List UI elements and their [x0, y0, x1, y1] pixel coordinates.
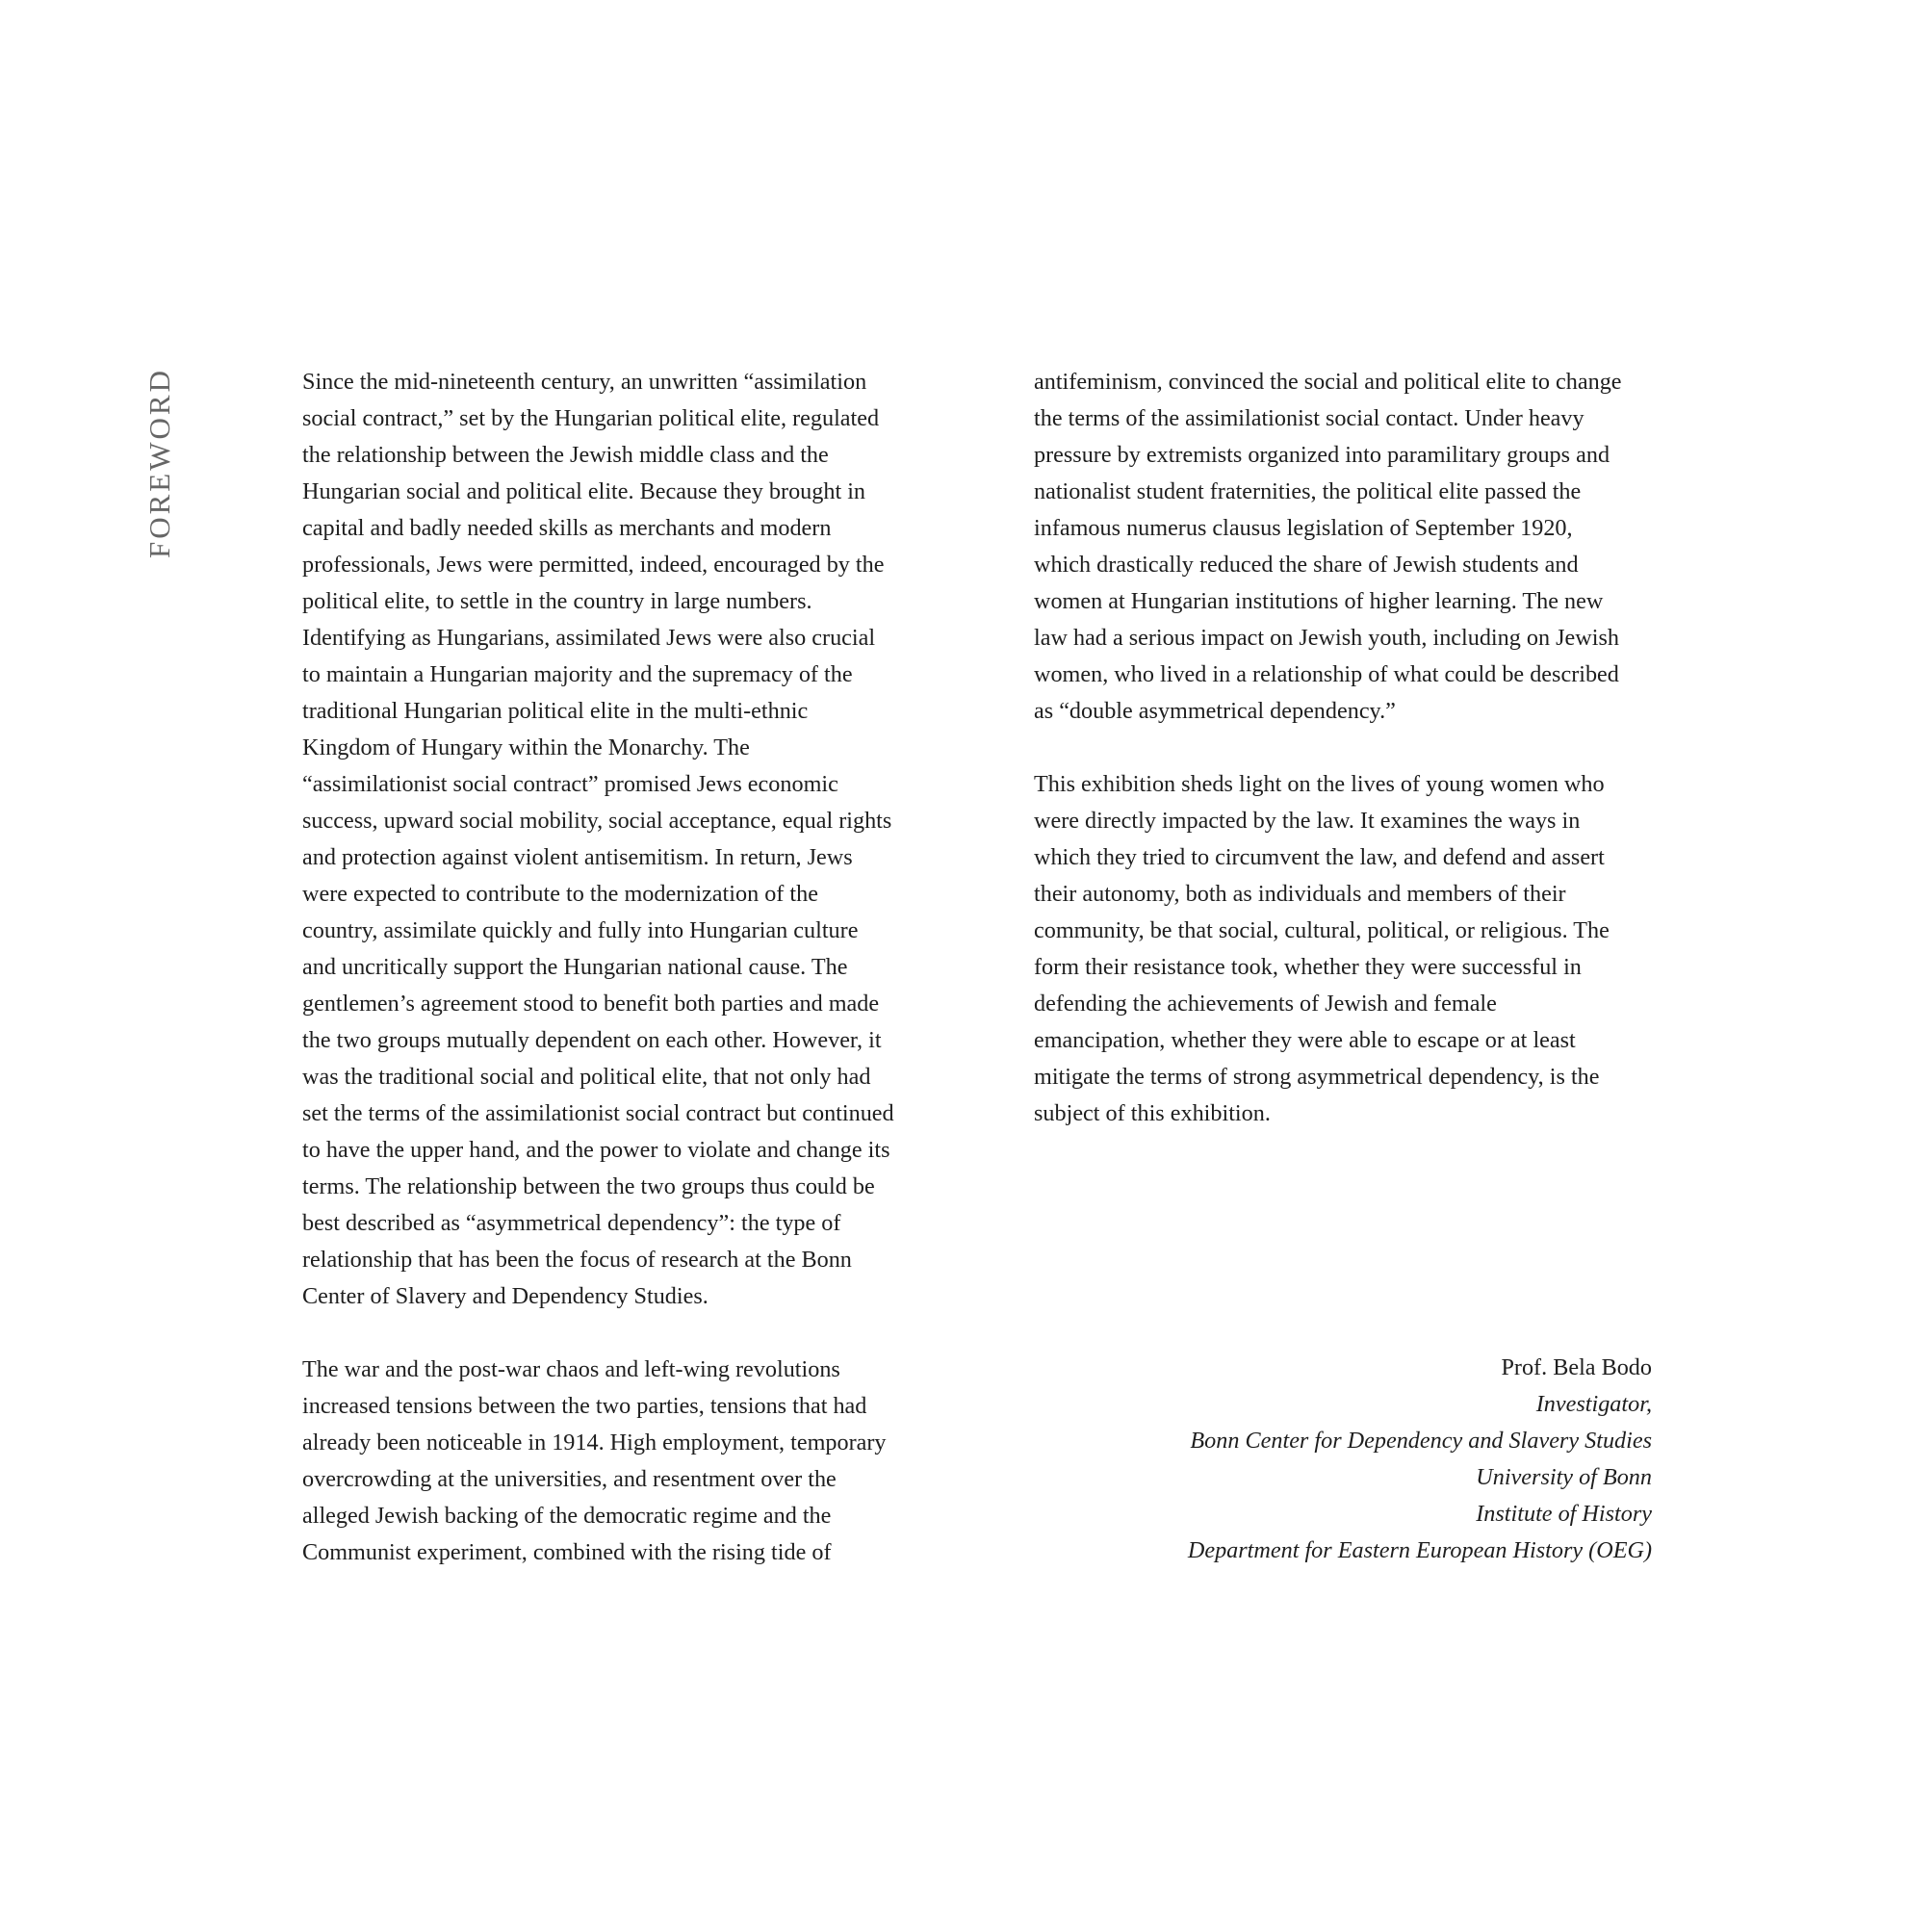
signature-university: University of Bonn — [1476, 1464, 1652, 1490]
text-line: country, assimilate quickly and fully into Hungarian culture — [302, 917, 859, 943]
text-line: mitigate the terms of strong asymmetrical dependency, is the — [1034, 1064, 1600, 1090]
text-line: subject of this exhibition. — [1034, 1100, 1271, 1126]
text-line: form their resistance took, whether they were successful in — [1034, 954, 1582, 980]
text-line: the terms of the assimilationist social contact. Under heavy — [1034, 405, 1584, 431]
text-line: professionals, Jews were permitted, indeed, encouraged by the — [302, 552, 885, 578]
text-line: gentlemen’s agreement stood to benefit both parties and made — [302, 991, 880, 1017]
paragraph-gap — [302, 1315, 938, 1352]
text-line: already been noticeable in 1914. High employment, temporary — [302, 1430, 887, 1455]
text-line: relationship that has been the focus of research at the Bonn — [302, 1247, 852, 1273]
text-line: the relationship between the Jewish middle class and the — [302, 442, 829, 468]
text-line: nationalist student fraternities, the political elite passed the — [1034, 478, 1582, 504]
text-line: This exhibition sheds light on the lives of young women who — [1034, 771, 1605, 797]
text-line: The war and the post-war chaos and left-wing revolutions — [302, 1356, 840, 1382]
signature-center: Bonn Center for Dependency and Slavery Studies — [1190, 1428, 1652, 1454]
text-line: which drastically reduced the share of Jewish students and — [1034, 552, 1579, 578]
right-paragraph-2 — [1034, 766, 1669, 1132]
text-line: and uncritically support the Hungarian national cause. The — [302, 954, 848, 980]
text-line: traditional Hungarian political elite in the multi-ethnic — [302, 698, 809, 724]
left-column — [302, 364, 938, 1571]
text-line: which they tried to circumvent the law, and defend and assert — [1034, 844, 1605, 870]
text-line: success, upward social mobility, social acceptance, equal rights — [302, 808, 892, 834]
text-line: alleged Jewish backing of the democratic regime and the — [302, 1503, 832, 1529]
signature-department: Department for Eastern European History (OEG) — [1187, 1537, 1652, 1563]
signature-block — [1188, 1350, 1652, 1569]
text-line: were directly impacted by the law. It examines the ways in — [1034, 808, 1581, 834]
text-line: terms. The relationship between the two groups thus could be — [302, 1173, 875, 1199]
left-paragraph-1 — [302, 364, 938, 1315]
text-line: emancipation, whether they were able to escape or at least — [1034, 1027, 1576, 1053]
text-line: increased tensions between the two parties, tensions that had — [302, 1393, 867, 1419]
signature-name: Prof. Bela Bodo — [1501, 1354, 1652, 1380]
text-line: Kingdom of Hungary within the Monarchy. The — [302, 734, 750, 760]
text-line: community, be that social, cultural, political, or religious. The — [1034, 917, 1610, 943]
text-line: Since the mid-nineteenth century, an unwritten “assimilation — [302, 369, 867, 395]
text-line: antifeminism, convinced the social and political elite to change — [1034, 369, 1622, 395]
text-line: defending the achievements of Jewish and female — [1034, 991, 1497, 1017]
left-paragraph-2 — [302, 1352, 938, 1571]
right-paragraph-1 — [1034, 364, 1669, 730]
text-line: Communist experiment, combined with the rising tide of — [302, 1539, 832, 1565]
text-line: set the terms of the assimilationist social contract but continued — [302, 1100, 894, 1126]
text-line: to have the upper hand, and the power to violate and change its — [302, 1137, 890, 1163]
text-line: capital and badly needed skills as merchants and modern — [302, 515, 832, 541]
section-label-foreword: FOREWORD — [142, 368, 176, 558]
text-line: the two groups mutually dependent on each other. However, it — [302, 1027, 882, 1053]
text-line: women, who lived in a relationship of what could be described — [1034, 661, 1619, 687]
paragraph-gap — [1034, 730, 1669, 766]
text-line: law had a serious impact on Jewish youth, including on Jewish — [1034, 625, 1619, 651]
text-line: were expected to contribute to the modernization of the — [302, 881, 818, 907]
text-line: Center of Slavery and Dependency Studies. — [302, 1283, 708, 1309]
text-line: Identifying as Hungarians, assimilated Jews were also crucial — [302, 625, 876, 651]
text-line: their autonomy, both as individuals and members of their — [1034, 881, 1566, 907]
text-line: infamous numerus clausus legislation of September 1920, — [1034, 515, 1573, 541]
text-line: as “double asymmetrical dependency.” — [1034, 698, 1396, 724]
text-line: political elite, to settle in the country in large numbers. — [302, 588, 812, 614]
text-line: and protection against violent antisemitism. In return, Jews — [302, 844, 853, 870]
text-line: was the traditional social and political elite, that not only had — [302, 1064, 871, 1090]
text-line: to maintain a Hungarian majority and the supremacy of the — [302, 661, 853, 687]
text-line: Hungarian social and political elite. Because they brought in — [302, 478, 866, 504]
text-line: social contract,” set by the Hungarian political elite, regulated — [302, 405, 880, 431]
text-line: best described as “asymmetrical dependency”: the type of — [302, 1210, 841, 1236]
signature-institute: Institute of History — [1476, 1501, 1652, 1527]
text-line: women at Hungarian institutions of higher learning. The new — [1034, 588, 1604, 614]
text-line: pressure by extremists organized into paramilitary groups and — [1034, 442, 1610, 468]
signature-role: Investigator, — [1535, 1391, 1652, 1417]
text-line: “assimilationist social contract” promised Jews economic — [302, 771, 838, 797]
right-column — [1034, 364, 1669, 1132]
text-line: overcrowding at the universities, and resentment over the — [302, 1466, 837, 1492]
